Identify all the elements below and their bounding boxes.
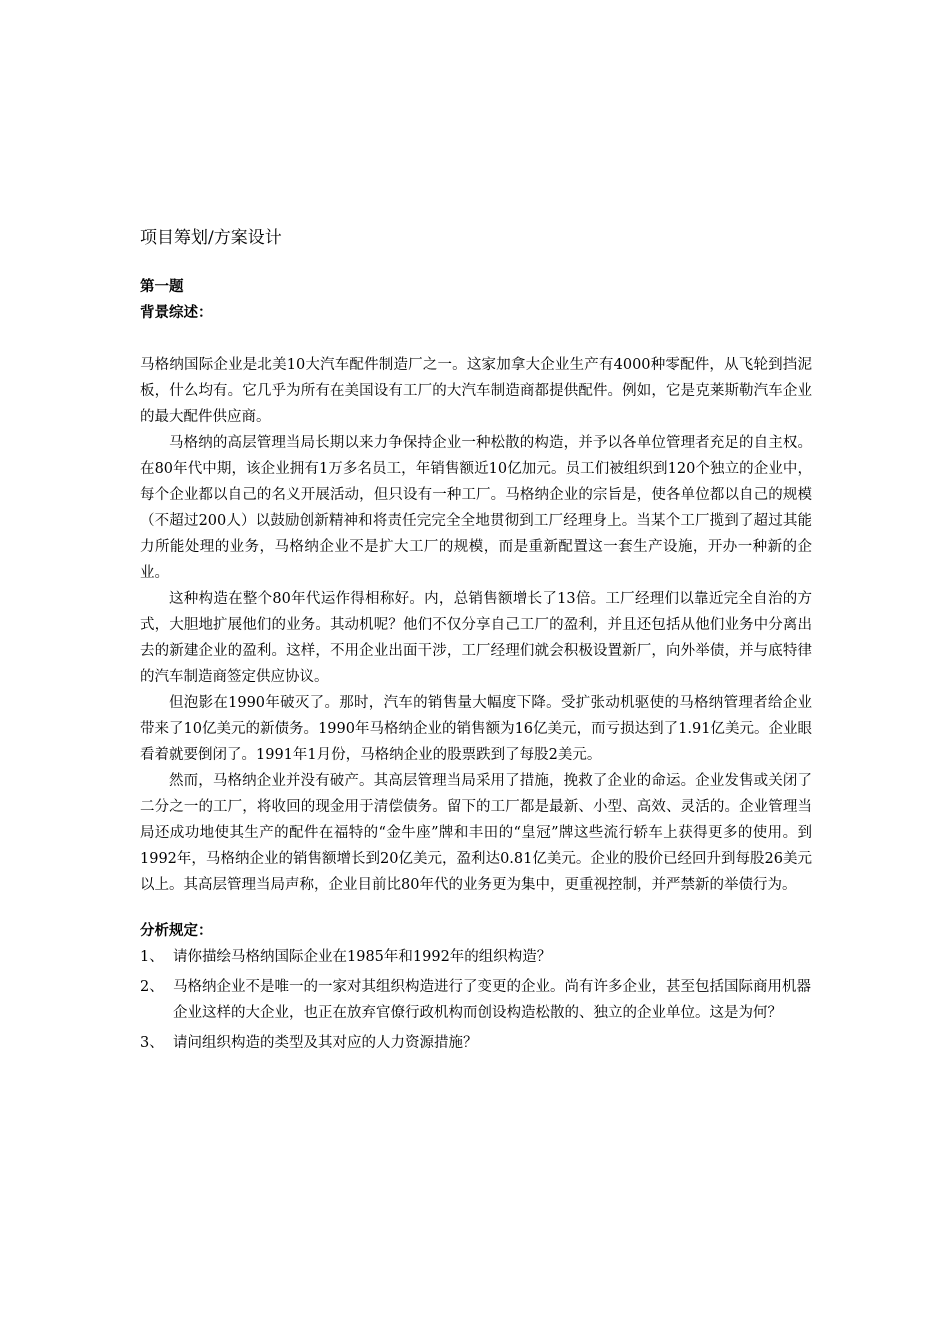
document-title: 项目筹划/方案设计 [140,228,282,248]
question-text: 请问组织构造的类型及其对应的人力资源措施？ [173,1035,478,1051]
analysis-label: 分析规定： [140,922,213,939]
question-list [140,944,812,1056]
question-number: 2、 [140,979,164,995]
question-number: 3、 [140,1035,164,1051]
question-item [140,974,812,1026]
question-item [140,1030,812,1056]
background-label: 背景综述： [140,304,213,321]
paragraph-growth: 这种构造在整个80年代运作得相称好。内，总销售额增长了13倍。工厂经理们以靠近完全自治的方式，大胆地扩展他们的业务。其动机呢？他们不仅分享自己工厂的盈利，并且还包括从他们业务中分离出去的新建企业的盈利。这样，不用企业出面干涉，工厂经理们就会积极设置新厂，向外举债，并与底特律的汽车制造商签定供应协议。 [140,591,812,685]
document-page [140,224,812,1060]
question-number: 1、 [140,949,164,965]
question-label: 第一题 [140,278,184,295]
question-text: 马格纳企业不是唯一的一家对其组织构造进行了变更的企业。尚有许多企业，甚至包括国际商用机器企业这样的大企业，也正在放弃官僚行政机构而创设构造松散的、独立的企业单位。这是为何？ [173,979,811,1021]
paragraph-recovery: 然而，马格纳企业并没有破产。其高层管理当局采用了措施，挽救了企业的命运。企业发售或关闭了二分之一的工厂，将收回的现金用于清偿债务。留下的工厂都是最新、小型、高效、灵活的。企业管理当局还成功地使其生产的配件在福特的“金牛座”牌和丰田的“皇冠”牌这些流行轿车上获得更多的使用。到1992年，马格纳企业的销售额增长到20亿美元，盈利达0.81亿美元。企业的股价已经回升到每股26美元以上。其高层管理当局声称，企业目前比80年代的业务更为集中，更重视控制，并严禁新的举债行为。 [140,773,812,893]
paragraph-structure: 马格纳的高层管理当局长期以来力争保持企业一种松散的构造，并予以各单位管理者充足的自主权。在80年代中期，该企业拥有1万多名员工，年销售额近10亿加元。员工们被组织到120个独立的企业中，每个企业都以自己的名义开展活动，但只设有一种工厂。马格纳企业的宗旨是，使各单位都以自己的规模（不超过200人）以鼓励创新精神和将责任完完全全地贯彻到工厂经理身上。当某个工厂揽到了超过其能力所能处理的业务，马格纳企业不是扩大工厂的规模，而是重新配置这一套生产设施，开办一种新的企业。 [140,435,812,581]
question-item [140,944,812,970]
paragraph-intro: 马格纳国际企业是北美10大汽车配件制造厂之一。这家加拿大企业生产有4000种零配件，从飞轮到挡泥板，什么均有。它几乎为所有在美国设有工厂的大汽车制造商都提供配件。例如，它是克莱斯勒汽车企业的最大配件供应商。 [140,357,812,425]
question-text: 请你描绘马格纳国际企业在1985年和1992年的组织构造？ [173,949,552,965]
paragraph-crisis: 但泡影在1990年破灭了。那时，汽车的销售量大幅度下降。受扩张动机驱使的马格纳管理者给企业带来了10亿美元的新债务。1990年马格纳企业的销售额为16亿美元，而亏损达到了1.91亿美元。企业眼看着就要倒闭了。1991年1月份，马格纳企业的股票跌到了每股2美元。 [140,695,812,763]
